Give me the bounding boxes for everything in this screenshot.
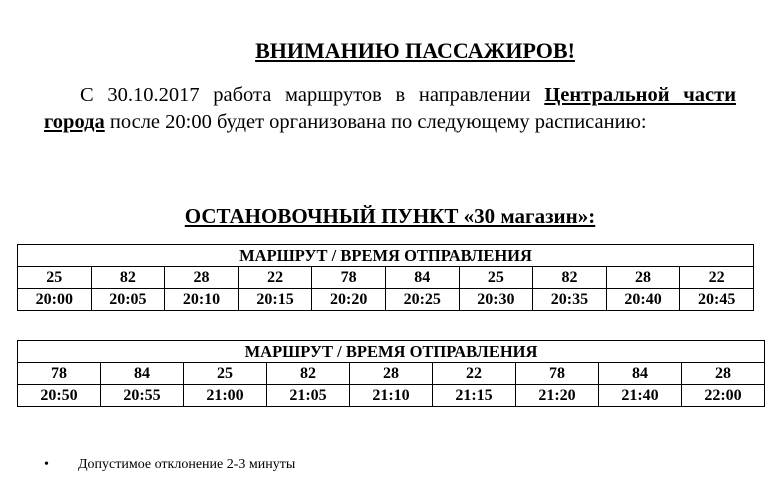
stop-title: ОСТАНОВОЧНЫЙ ПУНКТ «30 магазин»: bbox=[184, 204, 596, 228]
time-row bbox=[18, 289, 754, 311]
time-cell: 21:15 bbox=[433, 385, 516, 407]
route-cell: 25 bbox=[18, 267, 92, 289]
route-cell: 28 bbox=[165, 267, 239, 289]
time-cell: 20:55 bbox=[101, 385, 184, 407]
route-row bbox=[18, 267, 754, 289]
table-header: МАРШРУТ / ВРЕМЯ ОТПРАВЛЕНИЯ bbox=[18, 245, 754, 267]
note bbox=[44, 457, 295, 473]
route-cell: 84 bbox=[101, 363, 184, 385]
time-cell: 21:20 bbox=[516, 385, 599, 407]
bullet-icon: • bbox=[44, 457, 49, 472]
notice-title: ВНИМАНИЮ ПАССАЖИРОВ! bbox=[255, 38, 575, 63]
route-cell: 22 bbox=[680, 267, 754, 289]
notice-highlight: Центральной части города bbox=[44, 84, 737, 133]
route-cell: 78 bbox=[18, 363, 101, 385]
time-cell: 21:05 bbox=[267, 385, 350, 407]
route-cell: 25 bbox=[184, 363, 267, 385]
route-cell: 84 bbox=[599, 363, 682, 385]
route-row bbox=[18, 363, 765, 385]
time-cell: 20:25 bbox=[385, 289, 459, 311]
route-cell: 22 bbox=[238, 267, 312, 289]
note-text: Допустимое отклонение 2-3 минуты bbox=[78, 457, 296, 472]
time-cell: 20:50 bbox=[18, 385, 101, 407]
time-cell: 20:15 bbox=[238, 289, 312, 311]
time-cell: 20:00 bbox=[18, 289, 92, 311]
time-cell: 20:45 bbox=[680, 289, 754, 311]
route-cell: 84 bbox=[385, 267, 459, 289]
time-cell: 22:00 bbox=[682, 385, 765, 407]
route-cell: 22 bbox=[433, 363, 516, 385]
route-cell: 28 bbox=[682, 363, 765, 385]
time-cell: 20:05 bbox=[91, 289, 165, 311]
table-header-row bbox=[18, 245, 754, 267]
route-cell: 28 bbox=[350, 363, 433, 385]
time-cell: 21:40 bbox=[599, 385, 682, 407]
time-cell: 20:20 bbox=[312, 289, 386, 311]
table-header-row bbox=[18, 341, 765, 363]
time-cell: 20:30 bbox=[459, 289, 533, 311]
time-row bbox=[18, 385, 765, 407]
route-cell: 28 bbox=[606, 267, 680, 289]
route-cell: 82 bbox=[533, 267, 607, 289]
time-cell: 21:00 bbox=[184, 385, 267, 407]
route-cell: 78 bbox=[312, 267, 386, 289]
schedule-table-1 bbox=[17, 244, 754, 311]
route-cell: 25 bbox=[459, 267, 533, 289]
notice-text-part1: С 30.10.2017 работа маршрутов в направлении bbox=[80, 84, 545, 106]
time-cell: 21:10 bbox=[350, 385, 433, 407]
route-cell: 78 bbox=[516, 363, 599, 385]
notice-text bbox=[44, 82, 736, 136]
notice-text-part2: после 20:00 будет организована по следующему расписанию: bbox=[104, 111, 647, 133]
route-cell: 82 bbox=[91, 267, 165, 289]
time-cell: 20:35 bbox=[533, 289, 607, 311]
time-cell: 20:40 bbox=[606, 289, 680, 311]
time-cell: 20:10 bbox=[165, 289, 239, 311]
route-cell: 82 bbox=[267, 363, 350, 385]
schedule-table-2 bbox=[17, 340, 765, 407]
table-header: МАРШРУТ / ВРЕМЯ ОТПРАВЛЕНИЯ bbox=[18, 341, 765, 363]
